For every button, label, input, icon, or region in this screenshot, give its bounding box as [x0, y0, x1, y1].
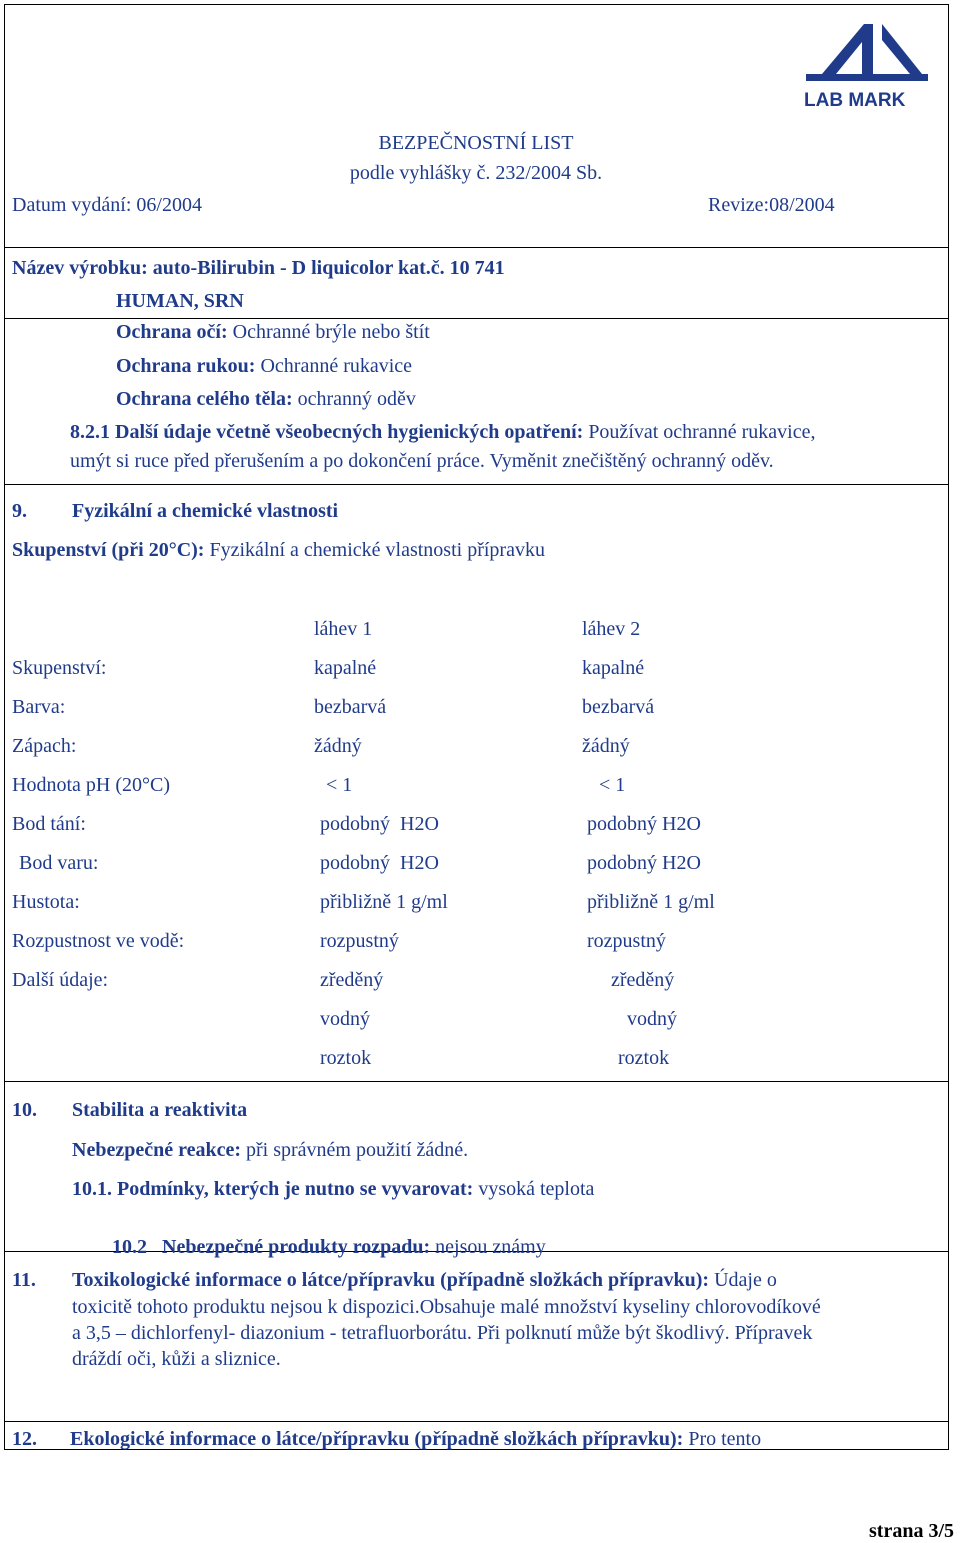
property-label: Barva:: [12, 696, 66, 718]
property-value-bottle1: podobný H2O: [320, 813, 439, 835]
section11-line1: [72, 1270, 777, 1290]
property-label: Skupenství:: [12, 657, 107, 679]
section12-title: Ekologické informace o látce/přípravku (případně složkách přípravku):: [70, 1428, 684, 1450]
hand-protection-label: Ochrana rukou:: [116, 355, 256, 377]
document-title: BEZPEČNOSTNÍ LIST: [378, 132, 574, 154]
decomposition-label: 10.2 Nebezpečné produkty rozpadu:: [112, 1236, 431, 1258]
column-header-bottle1: láhev 1: [314, 618, 373, 640]
eye-protection-value: Ochranné brýle nebo štít: [227, 321, 430, 343]
property-value-bottle2: kapalné: [582, 657, 645, 679]
property-value-bottle1: bezbarvá: [314, 696, 387, 718]
section11-number: 11.: [12, 1269, 36, 1291]
manufacturer: HUMAN, SRN: [116, 290, 244, 312]
property-label: Hustota:: [12, 891, 80, 913]
property-label: Bod varu:: [19, 852, 99, 874]
lab-mark-logo: [800, 20, 930, 112]
logo-text: LAB MARK: [804, 90, 906, 111]
section11-line2: toxicitě tohoto produktu nejsou k dispozici.Obsahuje malé množství kyseliny chlorovodíkové: [72, 1296, 821, 1318]
hygiene-value-line2: umýt si ruce před přerušením a po dokončení práce. Vyměnit znečištěný ochranný oděv.: [70, 450, 774, 472]
revision: Revize:08/2004: [708, 194, 835, 216]
property-value-bottle1: kapalné: [314, 657, 377, 679]
property-label: Bod tání:: [12, 813, 86, 835]
property-value-bottle1: vodný: [320, 1008, 370, 1030]
property-value-bottle2: přibližně 1 g/ml: [587, 891, 715, 913]
conditions-label: 10.1. Podmínky, kterých je nutno se vyvarovat:: [72, 1178, 474, 1200]
property-label: Další údaje:: [12, 969, 109, 991]
section11-line4: dráždí oči, kůži a sliznice.: [72, 1348, 281, 1370]
section9-title: Fyzikální a chemické vlastnosti: [72, 500, 339, 522]
hygiene-measures: [70, 422, 815, 442]
property-value-bottle2: vodný: [627, 1008, 677, 1030]
property-value-bottle1: rozpustný: [320, 930, 399, 952]
property-value-bottle2: zředěný: [611, 969, 675, 991]
logo-stroke: [882, 24, 922, 74]
property-value-bottle1: < 1: [326, 774, 353, 796]
body-protection: [116, 389, 416, 409]
section12-value: Pro tento: [683, 1428, 762, 1450]
property-value-bottle1: přibližně 1 g/ml: [320, 891, 448, 913]
hygiene-value: Používat ochranné rukavice,: [583, 421, 816, 443]
property-value-bottle1: zředěný: [320, 969, 384, 991]
section11-text-start: Údaje o: [709, 1269, 777, 1291]
property-value-bottle2: < 1: [599, 774, 626, 796]
body-protection-value: ochranný oděv: [292, 388, 416, 410]
page-number: strana 3/5: [869, 1520, 954, 1542]
hazardous-reactions: [72, 1140, 468, 1160]
product-label: Název výrobku: [12, 257, 142, 279]
property-value-bottle2: žádný: [582, 735, 630, 757]
property-value-bottle2: bezbarvá: [582, 696, 655, 718]
hazardous-reactions-value: při správném použití žádné.: [241, 1139, 469, 1161]
property-label: Rozpustnost ve vodě:: [12, 930, 185, 952]
property-value-bottle2: podobný H2O: [587, 852, 701, 874]
section11-title: Toxikologické informace o látce/přípravku (případně složkách přípravku):: [72, 1269, 710, 1291]
logo-triangle: [822, 24, 873, 74]
property-value-bottle2: rozpustný: [587, 930, 666, 952]
state-line: [12, 540, 545, 560]
hand-protection-value: Ochranné rukavice: [255, 355, 413, 377]
section12-line: [70, 1429, 761, 1449]
logo-bar: [806, 74, 928, 81]
issue-date: Datum vydání: 06/2004: [12, 194, 202, 216]
state-value: Fyzikální a chemické vlastnosti přípravku: [204, 539, 545, 561]
product-value: : auto-Bilirubin - D liquicolor kat.č. 10 741: [141, 257, 505, 279]
property-value-bottle2: roztok: [618, 1047, 670, 1069]
property-label: Hodnota pH (20°C): [12, 774, 170, 796]
hygiene-label: 8.2.1 Další údaje včetně všeobecných hygienických opatření:: [70, 421, 584, 443]
property-value-bottle1: roztok: [320, 1047, 372, 1069]
hazardous-reactions-label: Nebezpečné reakce:: [72, 1139, 242, 1161]
conditions-value: vysoká teplota: [473, 1178, 595, 1200]
section12-number: 12.: [12, 1428, 37, 1450]
body-protection-label: Ochrana celého těla:: [116, 388, 293, 410]
property-label: Zápach:: [12, 735, 77, 757]
eye-protection: [116, 322, 430, 342]
section10-number: 10.: [12, 1099, 37, 1121]
property-value-bottle2: podobný H2O: [587, 813, 701, 835]
decomposition-products: [102, 1217, 546, 1257]
conditions-to-avoid: [72, 1179, 594, 1199]
decomposition-value: nejsou známy: [430, 1236, 546, 1258]
hand-protection: [116, 356, 412, 376]
section10-title: Stabilita a reaktivita: [72, 1099, 248, 1121]
document-subtitle: podle vyhlášky č. 232/2004 Sb.: [349, 162, 603, 184]
eye-protection-label: Ochrana očí:: [116, 321, 228, 343]
state-label: Skupenství (při 20°C):: [12, 539, 205, 561]
section11-line3: a 3,5 – dichlorfenyl- diazonium - tetrafluorborátu. Při polknutí může být škodlivý. Přípravek: [72, 1322, 813, 1344]
section9-number: 9.: [12, 500, 27, 522]
column-header-bottle2: láhev 2: [582, 618, 641, 640]
property-value-bottle1: žádný: [314, 735, 362, 757]
property-value-bottle1: podobný H2O: [320, 852, 439, 874]
product-name: [12, 258, 505, 278]
